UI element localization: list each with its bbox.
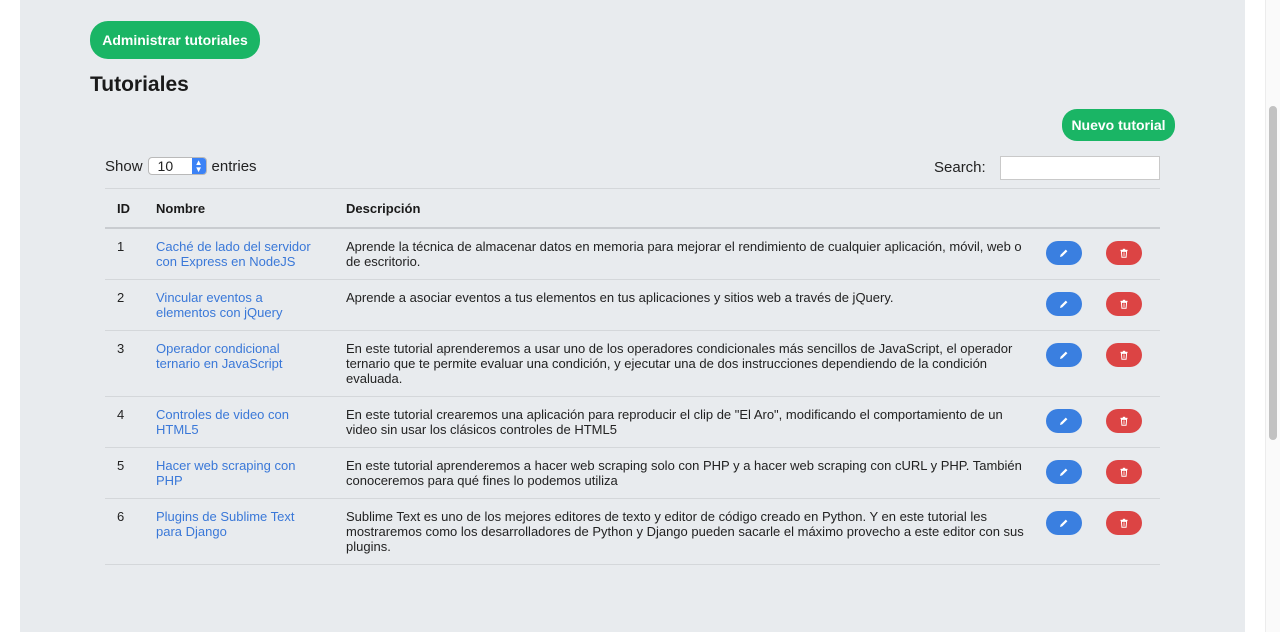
edit-button[interactable]	[1046, 241, 1082, 265]
row-actions	[1046, 448, 1160, 499]
trash-icon	[1119, 518, 1129, 528]
row-id: 6	[105, 499, 156, 565]
pencil-icon	[1059, 518, 1069, 528]
row-id: 5	[105, 448, 156, 499]
new-tutorial-button[interactable]: Nuevo tutorial	[1062, 109, 1175, 141]
column-header-id[interactable]: ID	[105, 189, 156, 229]
show-label: Show	[105, 157, 143, 175]
column-header-name[interactable]: Nombre	[156, 189, 346, 229]
row-id: 4	[105, 397, 156, 448]
edit-button[interactable]	[1046, 511, 1082, 535]
updown-chevron-icon: ▲ ▼	[192, 158, 206, 174]
tutorial-name-link[interactable]: Operador condicional ternario en JavaScript	[156, 341, 283, 371]
delete-button[interactable]	[1106, 292, 1142, 316]
row-name-cell	[156, 331, 346, 397]
table-row	[105, 448, 1160, 499]
row-name-cell	[156, 228, 346, 280]
pencil-icon	[1059, 299, 1069, 309]
tutorial-name-link[interactable]: Plugins de Sublime Text para Django	[156, 509, 295, 539]
row-action-buttons	[1046, 409, 1160, 433]
trash-icon	[1119, 299, 1129, 309]
row-description: En este tutorial aprenderemos a hacer web scraping solo con PHP y a hacer web scraping con cURL y PHP. También conoceremos para qué fines lo podemos utiliza	[346, 448, 1046, 499]
search-input[interactable]	[1000, 156, 1160, 180]
delete-button[interactable]	[1106, 511, 1142, 535]
table-row	[105, 331, 1160, 397]
row-actions	[1046, 499, 1160, 565]
row-actions	[1046, 228, 1160, 280]
row-actions	[1046, 280, 1160, 331]
delete-button[interactable]	[1106, 241, 1142, 265]
row-action-buttons	[1046, 460, 1160, 484]
pencil-icon	[1059, 350, 1069, 360]
admin-tutorials-button[interactable]: Administrar tutoriales	[90, 21, 260, 59]
page-title: Tutoriales	[90, 73, 189, 96]
row-id: 3	[105, 331, 156, 397]
column-header-actions	[1046, 189, 1160, 229]
trash-icon	[1119, 350, 1129, 360]
pencil-icon	[1059, 416, 1069, 426]
scrollbar-thumb[interactable]	[1269, 106, 1277, 440]
row-description: En este tutorial aprenderemos a usar uno de los operadores condicionales más sencillos de JavaScript, el operador ternario que te permite evaluar una condición, y ejecutar una de dos instrucciones dependiendo de la condición evaluada.	[346, 331, 1046, 397]
trash-icon	[1119, 467, 1129, 477]
row-id: 2	[105, 280, 156, 331]
pencil-icon	[1059, 248, 1069, 258]
edit-button[interactable]	[1046, 343, 1082, 367]
trash-icon	[1119, 416, 1129, 426]
entries-select-value: 10	[157, 158, 174, 174]
column-header-description[interactable]: Descripción	[346, 189, 1046, 229]
entries-length-control	[105, 157, 257, 175]
table-body	[105, 228, 1160, 565]
edit-button[interactable]	[1046, 292, 1082, 316]
search-label: Search:	[934, 159, 986, 176]
pencil-icon	[1059, 467, 1069, 477]
tutorial-name-link[interactable]: Hacer web scraping con PHP	[156, 458, 296, 488]
tutorial-name-link[interactable]: Vincular eventos a elementos con jQuery	[156, 290, 283, 320]
row-action-buttons	[1046, 292, 1160, 316]
row-description: Sublime Text es uno de los mejores editores de texto y editor de código creado en Python. Y en este tutorial les mostraremos como los desarrolladores de Python y Django pueden sacarle el máximo provecho a este editor con sus plugins.	[346, 499, 1046, 565]
row-name-cell	[156, 280, 346, 331]
row-name-cell	[156, 499, 346, 565]
edit-button[interactable]	[1046, 460, 1082, 484]
row-description: En este tutorial crearemos una aplicación para reproducir el clip de "El Aro", modificando el comportamiento de un video sin usar los clásicos controles de HTML5	[346, 397, 1046, 448]
delete-button[interactable]	[1106, 343, 1142, 367]
tutorial-name-link[interactable]: Controles de video con HTML5	[156, 407, 289, 437]
row-name-cell	[156, 397, 346, 448]
entries-select[interactable]	[148, 157, 207, 175]
row-name-cell	[156, 448, 346, 499]
row-actions	[1046, 397, 1160, 448]
row-description: Aprende a asociar eventos a tus elementos en tus aplicaciones y sitios web a través de jQuery.	[346, 280, 1046, 331]
trash-icon	[1119, 248, 1129, 258]
row-description: Aprende la técnica de almacenar datos en memoria para mejorar el rendimiento de cualquier aplicación, móvil, web o de escritorio.	[346, 228, 1046, 280]
entries-label: entries	[211, 157, 257, 175]
table-header-row	[105, 189, 1160, 229]
vertical-scrollbar[interactable]	[1265, 0, 1280, 632]
table-row	[105, 228, 1160, 280]
row-action-buttons	[1046, 511, 1160, 535]
edit-button[interactable]	[1046, 409, 1082, 433]
delete-button[interactable]	[1106, 460, 1142, 484]
table-row	[105, 280, 1160, 331]
row-id: 1	[105, 228, 156, 280]
row-actions	[1046, 331, 1160, 397]
delete-button[interactable]	[1106, 409, 1142, 433]
table-row	[105, 397, 1160, 448]
tutorial-name-link[interactable]: Caché de lado del servidor con Express en NodeJS	[156, 239, 311, 269]
tutorials-table	[105, 188, 1160, 565]
row-action-buttons	[1046, 241, 1160, 265]
table-row	[105, 499, 1160, 565]
row-action-buttons	[1046, 343, 1160, 367]
